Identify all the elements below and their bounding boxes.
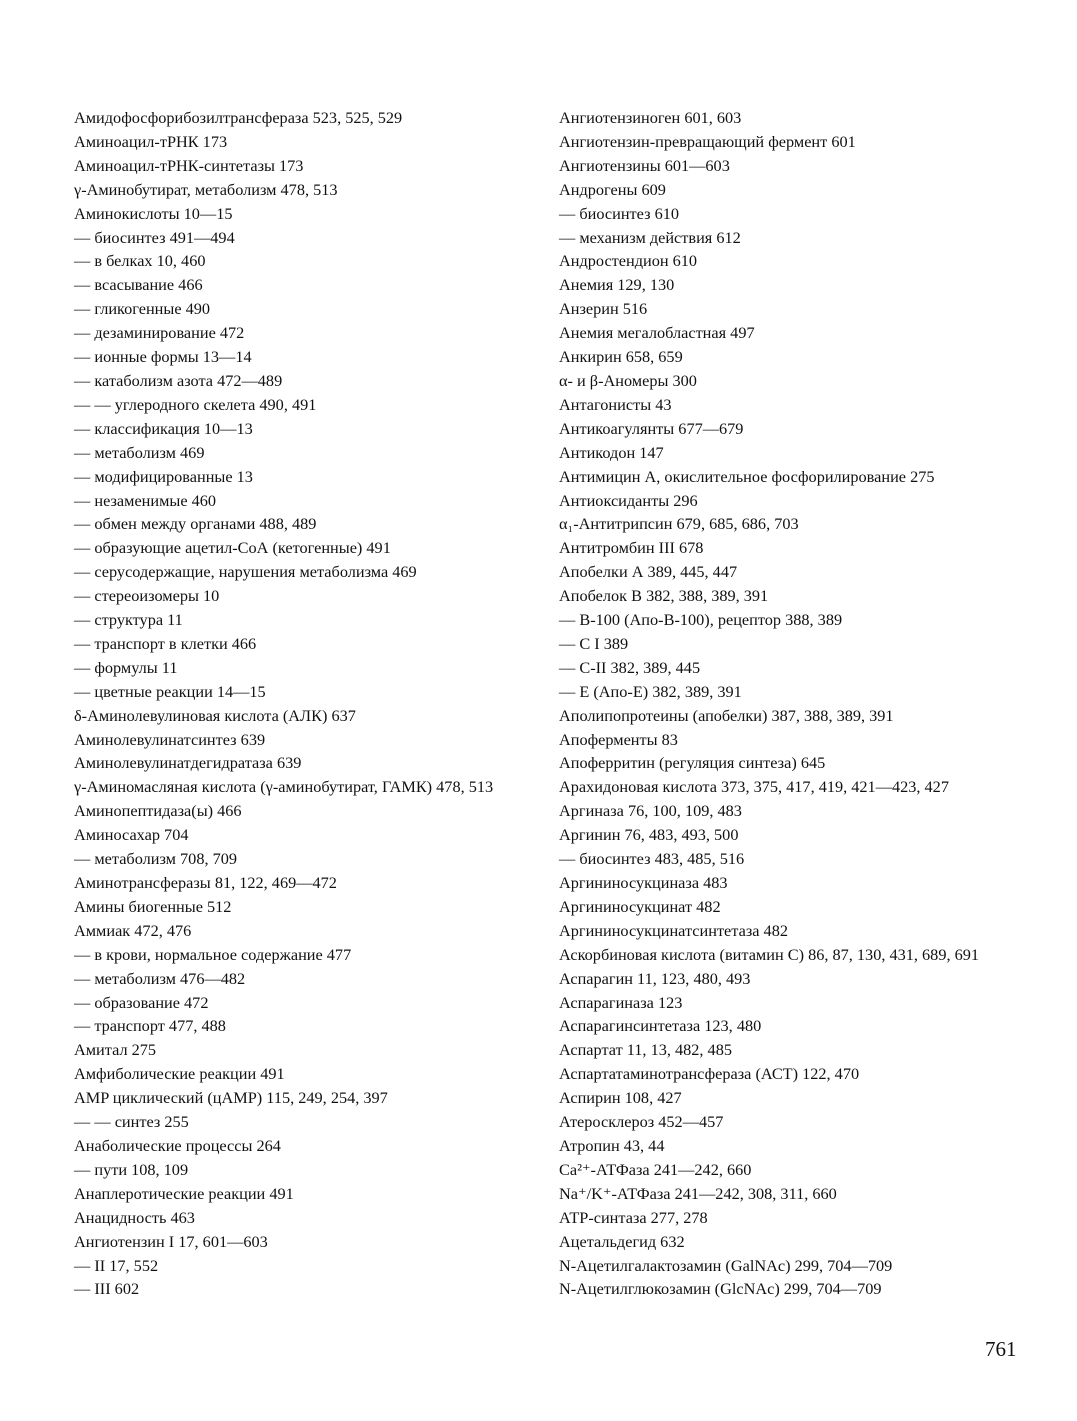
index-entry: Андрогены 609 bbox=[559, 179, 666, 199]
index-entry: — формулы 11 bbox=[74, 657, 178, 677]
index-entry: Антикодон 147 bbox=[559, 442, 664, 462]
index-entry: N-Ацетилгалактозамин (GalNAc) 299, 704—709 bbox=[559, 1255, 893, 1275]
index-entry: АТР-синтаза 277, 278 bbox=[559, 1207, 708, 1227]
index-entry: — стереоизомеры 10 bbox=[74, 586, 220, 606]
index-entry: Анзерин 516 bbox=[559, 299, 648, 319]
index-entry: — образование 472 bbox=[74, 992, 209, 1012]
page-number: 761 bbox=[985, 1337, 1017, 1361]
index-entry: Ацетальдегид 632 bbox=[559, 1231, 685, 1251]
index-entry: Аскорбиновая кислота (витамин С) 86, 87, 130, 431, 689, 691 bbox=[559, 944, 980, 964]
index-entry: — цветные реакции 14—15 bbox=[74, 681, 266, 701]
index-entry: — биосинтез 483, 485, 516 bbox=[559, 849, 745, 869]
index-entry: Аминоацил-тРНК-синтетазы 173 bbox=[74, 155, 304, 175]
index-entry: Na⁺/K⁺-АТФаза 241—242, 308, 311, 660 bbox=[559, 1183, 837, 1203]
index-entry: — III 602 bbox=[74, 1279, 140, 1299]
index-entry: Атеросклероз 452—457 bbox=[559, 1112, 724, 1132]
index-entry: — дезаминирование 472 bbox=[74, 323, 245, 343]
index-entry: — в белках 10, 460 bbox=[74, 251, 206, 271]
index-entry: Анемия 129, 130 bbox=[559, 275, 675, 295]
index-entry: Аспарагиназа 123 bbox=[559, 992, 683, 1012]
index-entry: — В-100 (Апо-В-100), рецептор 388, 389 bbox=[559, 610, 843, 630]
index-entry: Ca²⁺-АТФаза 241—242, 660 bbox=[559, 1159, 752, 1179]
index-entry: — гликогенные 490 bbox=[74, 299, 211, 319]
index-entry: — II 17, 552 bbox=[74, 1255, 159, 1275]
index-entry: — классификация 10—13 bbox=[74, 418, 253, 438]
index-entry: — механизм действия 612 bbox=[559, 227, 741, 247]
index-entry: — пути 108, 109 bbox=[74, 1159, 189, 1179]
index-entry: — метаболизм 476—482 bbox=[74, 968, 246, 988]
index-entry: Аспартат 11, 13, 482, 485 bbox=[559, 1040, 732, 1060]
index-entry: Апоферритин (регуляция синтеза) 645 bbox=[559, 753, 826, 773]
index-entry: Аргининосукцинатсинтетаза 482 bbox=[559, 920, 788, 940]
index-entry: Андростендион 610 bbox=[559, 251, 698, 271]
index-entry: Аминопептидаза(ы) 466 bbox=[74, 801, 242, 821]
index-entry: Антикоагулянты 677—679 bbox=[559, 418, 744, 438]
index-entry: — ионные формы 13—14 bbox=[74, 347, 252, 367]
index-entry: Апобелок В 382, 388, 389, 391 bbox=[559, 586, 769, 606]
index-entry: Ангиотензины 601—603 bbox=[559, 155, 730, 175]
index-entry: δ-Аминолевулиновая кислота (АЛК) 637 bbox=[74, 705, 356, 725]
index-entry: — обмен между органами 488, 489 bbox=[74, 514, 317, 534]
index-entry: — образующие ацетил-СоА (кетогенные) 491 bbox=[74, 538, 391, 558]
index-entry: Анемия мегалобластная 497 bbox=[559, 323, 755, 343]
index-entry: Аспирин 108, 427 bbox=[559, 1088, 682, 1108]
index-entry: Аспартатаминотрансфераза (АСТ) 122, 470 bbox=[559, 1064, 860, 1084]
index-entry: Аргининосукцинат 482 bbox=[559, 896, 721, 916]
index-entry: Аспарагин 11, 123, 480, 493 bbox=[559, 968, 751, 988]
index-entry: — транспорт 477, 488 bbox=[74, 1016, 226, 1036]
index-entry: Амитал 275 bbox=[74, 1040, 157, 1060]
index-entry: γ-Аминобутират, метаболизм 478, 513 bbox=[74, 179, 338, 199]
index-entry: Арахидоновая кислота 373, 375, 417, 419, 421—423, 427 bbox=[559, 777, 949, 797]
index-entry: Атропин 43, 44 bbox=[559, 1135, 665, 1155]
index-entry: Анаболические процессы 264 bbox=[74, 1135, 281, 1155]
index-entry: — катаболизм азота 472—489 bbox=[74, 370, 283, 390]
index-entry: — С-II 382, 389, 445 bbox=[559, 657, 701, 677]
index-entry: — структура 11 bbox=[74, 610, 183, 630]
index-entry: Антиоксиданты 296 bbox=[559, 490, 698, 510]
index-entry: Аминокислоты 10—15 bbox=[74, 203, 233, 223]
index-entry: Аргиназа 76, 100, 109, 483 bbox=[559, 801, 742, 821]
index-entry: Аммиак 472, 476 bbox=[74, 920, 192, 940]
right-index-column bbox=[559, 106, 1009, 1301]
index-entry: — биосинтез 491—494 bbox=[74, 227, 235, 247]
index-entry: Аминоацил-тРНК 173 bbox=[74, 131, 228, 151]
index-entry: Апобелки А 389, 445, 447 bbox=[559, 562, 738, 582]
index-entry: — С I 389 bbox=[559, 633, 629, 653]
index-entry: Ангиотензиноген 601, 603 bbox=[559, 108, 742, 127]
index-entry: Анкирин 658, 659 bbox=[559, 347, 683, 367]
index-entry: Амфиболические реакции 491 bbox=[74, 1064, 285, 1084]
index-entry: — — углеродного скелета 490, 491 bbox=[74, 394, 317, 414]
index-entry: Ангиотензин I 17, 601—603 bbox=[74, 1231, 268, 1251]
index-entry: Антагонисты 43 bbox=[559, 394, 672, 414]
index-entry: — транспорт в клетки 466 bbox=[74, 633, 257, 653]
index-entry: Амины биогенные 512 bbox=[74, 896, 232, 916]
index-entry: Аминотрансферазы 81, 122, 469—472 bbox=[74, 873, 337, 892]
index-entry: Анацидность 463 bbox=[74, 1207, 195, 1227]
index-entry: Анаплеротические реакции 491 bbox=[74, 1183, 294, 1203]
index-entry: α₁-Антитрипсин 679, 685, 686, 703 bbox=[559, 514, 799, 534]
index-entry: — серусодержащие, нарушения метаболизма 469 bbox=[74, 562, 417, 582]
index-entry: Аргининосукциназа 483 bbox=[559, 873, 728, 892]
index-entry: Аминолевулинатсинтез 639 bbox=[74, 729, 266, 749]
index-entry: — всасывание 466 bbox=[74, 275, 203, 295]
index-entry: Антитромбин III 678 bbox=[559, 538, 704, 558]
index-entry: Ангиотензин-превращающий фермент 601 bbox=[559, 131, 856, 151]
index-entry: — биосинтез 610 bbox=[559, 203, 680, 223]
left-index-column bbox=[74, 106, 514, 1301]
index-entry: — в крови, нормальное содержание 477 bbox=[74, 944, 352, 964]
index-entry: AMP циклический (цAMP) 115, 249, 254, 397 bbox=[74, 1088, 388, 1108]
index-entry: — — синтез 255 bbox=[74, 1112, 189, 1132]
index-entry: Аминосахар 704 bbox=[74, 825, 189, 845]
index-entry: — метаболизм 708, 709 bbox=[74, 849, 238, 869]
index-entry: — незаменимые 460 bbox=[74, 490, 217, 510]
index-entry: γ-Аминомасляная кислота (γ-аминобутират, ГАМК) 478, 513 bbox=[74, 777, 494, 797]
index-entry: Аспарагинсинтетаза 123, 480 bbox=[559, 1016, 762, 1036]
index-entry: Апоферменты 83 bbox=[559, 729, 678, 749]
index-entry: Аполипопротеины (апобелки) 387, 388, 389, 391 bbox=[559, 705, 894, 725]
index-entry: — модифицированные 13 bbox=[74, 466, 253, 486]
index-entry: Антимицин А, окислительное фосфорилирование 275 bbox=[559, 466, 935, 486]
index-entry: Амидофосфорибозилтрансфераза 523, 525, 529 bbox=[74, 108, 403, 127]
index-entry: — Е (Апо-Е) 382, 389, 391 bbox=[559, 681, 742, 701]
index-entry: — метаболизм 469 bbox=[74, 442, 205, 462]
index-entry: Аминолевулинатдегидратаза 639 bbox=[74, 753, 302, 773]
index-entry: Аргинин 76, 483, 493, 500 bbox=[559, 825, 739, 845]
index-entry: N-Ацетилглюкозамин (GlcNAc) 299, 704—709 bbox=[559, 1279, 882, 1299]
index-entry: α- и β-Аномеры 300 bbox=[559, 370, 697, 390]
